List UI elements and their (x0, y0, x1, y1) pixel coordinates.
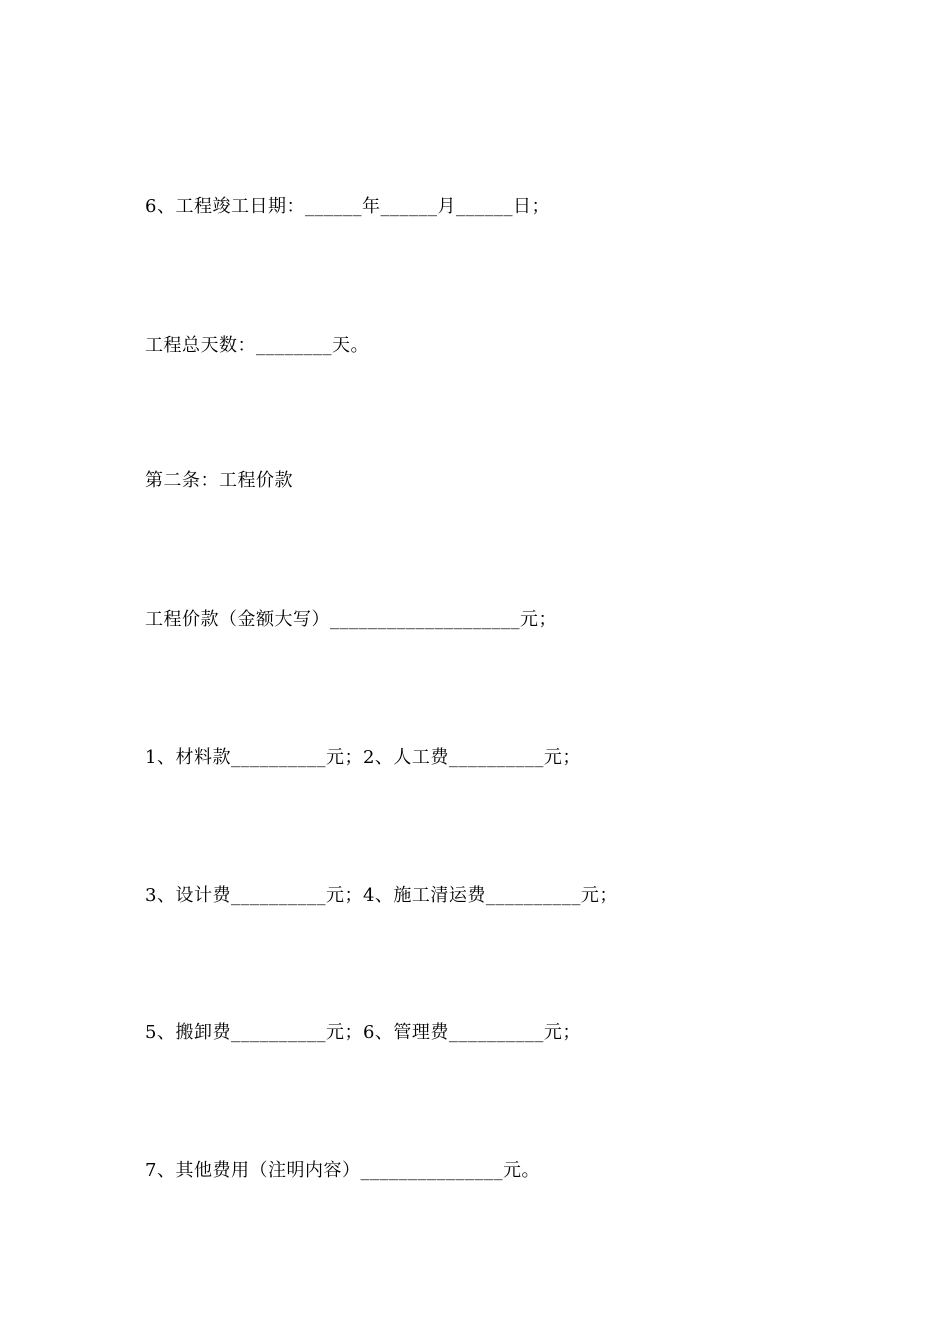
design-cleanup-fee-line: 3、设计费__________元；4、施工清运费__________元； (145, 885, 618, 906)
contract-price-line: 工程价款（金额大写）____________________元； (145, 609, 557, 630)
other-fees-line: 7、其他费用（注明内容）_______________元。 (145, 1160, 540, 1181)
completion-date-line: 6、工程竣工日期：______年______月______日； (145, 196, 550, 217)
material-labor-fee-line: 1、材料款__________元；2、人工费__________元； (145, 747, 581, 768)
handling-management-fee-line: 5、搬卸费__________元；6、管理费__________元； (145, 1022, 581, 1043)
total-days-line: 工程总天数：________天。 (145, 335, 369, 356)
article-two-heading: 第二条：工程价款 (145, 470, 293, 491)
